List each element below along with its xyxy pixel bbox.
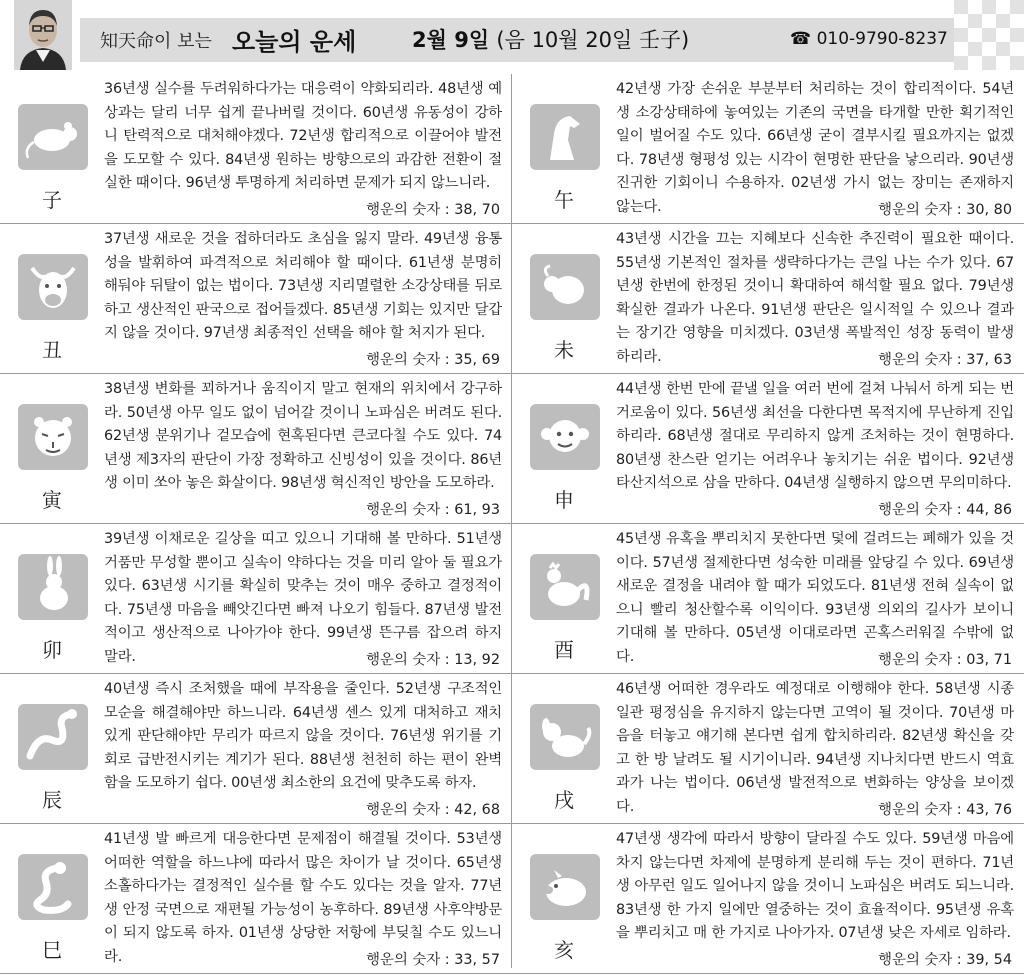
lucky-numbers: 행운의 숫자 : 43, 76 xyxy=(872,798,1012,819)
fortune-text: 40년생 즉시 조처했을 때에 부작용을 줄인다. 52년생 구조적인 모순을 해결해야만 하느니라. 64년생 센스 있게 대처하고 재치 있게 판단해야만 무리가 따르지 않을 것이다. 76년생 위기를 기회로 급반전시키는 계기가 된다. 88년생 천천히 하는 편이 완벽함을 도모하기 쉽다. 00년생 최소한의 요건에 맞추도록 하자. xyxy=(104,681,502,792)
lucky-numbers: 행운의 숫자 : 39, 54 xyxy=(872,948,1012,969)
zodiac-badge: 酉 xyxy=(526,532,602,667)
lucky-numbers: 행운의 숫자 : 42, 68 xyxy=(360,798,500,819)
fortune-text: 47년생 생각에 따라서 방향이 달라질 수도 있다. 59년생 마음에 차지 않는다면 차제에 분명하게 분리해 두는 것이 편하다. 71년생 아무런 일도 일어나지 않을 것이니 노파심은 버려도 되느니라. 83년생 한 가지 일에만 열중하는 것이 효율적이다. 95년생 유혹을 뿌리치고 매 한 가지로 나아가자. 07년생 낮은 자세로 임하라. xyxy=(616,831,1014,942)
horoscope-row xyxy=(512,824,1024,974)
horoscope-row xyxy=(0,674,512,824)
zodiac-badge: 丑 xyxy=(14,232,90,367)
lucky-numbers: 행운의 숫자 : 30, 80 xyxy=(872,198,1012,219)
zodiac-badge: 戌 xyxy=(526,682,602,817)
fortune-text: 37년생 새로운 것을 접하더라도 초심을 잃지 말라. 49년생 융통성을 발휘하여 파격적으로 처리해야 할 때이다. 61년생 분명히 해둬야 뒤탈이 없는 법이다. 73년생 지리멸렬한 소강상태를 뒤로하고 생산적인 판국으로 접어들겠다. 85년생 기회는 있지만 달갑지 않을 것이다. 97년생 최종적인 선택을 해야 할 처지가 된다. xyxy=(104,231,502,342)
page-title: 오늘의 운세 xyxy=(232,28,357,56)
rabbit-icon xyxy=(18,554,88,620)
fortune-text: 36년생 실수를 두려워하다가는 대응력이 약화되리라. 48년생 예상과는 달리 너무 쉽게 끝나버릴 것이다. 60년생 유동성이 강하니 탄력적으로 대처해야겠다. 72년생 합리적으로 이끌어야 발전을 도모할 수 있다. 84년생 원하는 방향으로의 과감한 전환이 절실한 때이다. 96년생 투명하게 처리하면 문제가 되지 않느니라. xyxy=(104,81,502,192)
horoscope-row xyxy=(512,524,1024,674)
horse-icon xyxy=(530,104,600,170)
lunar-date: (음 10월 20일 壬子) xyxy=(496,28,690,52)
decorative-checker-pattern xyxy=(954,0,1024,70)
fortune-text: 45년생 유혹을 뿌리치지 못한다면 덫에 걸려드는 폐해가 있을 것이다. 57년생 절제한다면 성숙한 미래를 앞당길 수 있다. 69년생 새로운 결정을 내려야 할 때가 되었도다. 81년생 전혀 실속이 없으니 빨리 청산할수록 이익이다. 93년생 의외의 길사가 보이니 기대해 볼 만하다. 05년생 이대로라면 곤혹스러워질 수밖에 없다. xyxy=(616,531,1014,665)
zodiac-badge: 亥 xyxy=(526,832,602,967)
fortune-text: 46년생 어떠한 경우라도 예정대로 이행해야 한다. 58년생 시종일관 평정심을 유지하지 않는다면 고역이 될 것이다. 70년생 마음을 터놓고 얘기해 본다면 쉽게 합치하리라. 82년생 확신을 갖고 한 방 날려도 될 시기이니라. 94년생 지나치다면 반드시 역효과가 나는 법이다. 06년생 발전적으로 변화하는 양상을 보이겠다. xyxy=(616,681,1014,815)
zodiac-badge: 辰 xyxy=(14,682,90,817)
horoscope-row xyxy=(0,224,512,374)
monkey-icon xyxy=(530,404,600,470)
lucky-numbers: 행운의 숫자 : 61, 93 xyxy=(360,498,500,519)
fortune-text: 43년생 시간을 끄는 지혜보다 신속한 추진력이 필요한 때이다. 55년생 기본적인 절차를 생략하다가는 큰일 나는 수가 있다. 67년생 한번에 한정된 것이니 확대하여 해석할 필요 없다. 79년생 확실한 결과가 나온다. 91년생 판단은 일시적일 수 있으나 결과는 장기간 영향을 미치겠다. 03년생 폭발적인 성장 동력이 발생하리라. xyxy=(616,231,1014,365)
phone-number: ☎ 010-9790-8237 xyxy=(790,29,948,49)
dragon-icon xyxy=(18,704,88,770)
lucky-numbers: 행운의 숫자 : 13, 92 xyxy=(360,648,500,669)
ox-icon xyxy=(18,254,88,320)
zodiac-badge: 寅 xyxy=(14,382,90,517)
horoscope-row xyxy=(512,74,1024,224)
right-column xyxy=(512,74,1024,974)
rooster-icon xyxy=(530,554,600,620)
lucky-numbers: 행운의 숫자 : 03, 71 xyxy=(872,648,1012,669)
header xyxy=(0,0,1024,70)
horoscope-row xyxy=(0,374,512,524)
rat-icon xyxy=(18,104,88,170)
zodiac-badge: 午 xyxy=(526,82,602,217)
horoscope-row xyxy=(0,824,512,974)
horoscope-row xyxy=(512,674,1024,824)
column-brand: 知天命이 보는 xyxy=(100,31,212,52)
tiger-icon xyxy=(18,404,88,470)
fortune-text: 42년생 가장 손쉬운 부분부터 처리하는 것이 합리적이다. 54년생 소강상태하에 놓여있는 기존의 국면을 타개할 만한 획기적인 일이 벌어질 수도 있다. 66년생 굳이 결부시킬 필요까지는 없겠다. 78년생 형평성 있는 시각이 현명한 판단을 낳으리라. 90년생 진귀한 기회이니 수용하자. 02년생 가시 없는 장미는 존재하지 않는다. xyxy=(616,81,1014,215)
fortune-text: 38년생 변화를 꾀하거나 움직이지 말고 현재의 위치에서 강구하라. 50년생 아무 일도 없이 넘어갈 것이니 노파심은 버려도 된다. 62년생 분위기나 겉모습에 현혹된다면 큰코다칠 수도 있다. 74년생 제3자의 판단이 가장 정확하고 신빙성이 있을 것이다. 86년생 이미 쏘아 놓은 화살이다. 98년생 혁신적인 방안을 도모하라. xyxy=(104,381,502,492)
zodiac-badge: 巳 xyxy=(14,832,90,967)
lucky-numbers: 행운의 숫자 : 44, 86 xyxy=(872,498,1012,519)
lucky-numbers: 행운의 숫자 : 37, 63 xyxy=(872,348,1012,369)
lucky-numbers: 행운의 숫자 : 35, 69 xyxy=(360,348,500,369)
snake-icon xyxy=(18,854,88,920)
date-line xyxy=(412,24,689,54)
dog-icon xyxy=(530,704,600,770)
left-column xyxy=(0,74,512,974)
zodiac-badge: 卯 xyxy=(14,532,90,667)
horoscope-row xyxy=(0,524,512,674)
zodiac-badge: 申 xyxy=(526,382,602,517)
horoscope-row xyxy=(0,74,512,224)
lucky-numbers: 행운의 숫자 : 38, 70 xyxy=(360,198,500,219)
pig-icon xyxy=(530,854,600,920)
lucky-numbers: 행운의 숫자 : 33, 57 xyxy=(360,948,500,969)
horoscope-row xyxy=(512,374,1024,524)
horoscope-row xyxy=(512,224,1024,374)
sheep-icon xyxy=(530,254,600,320)
author-photo xyxy=(14,0,72,70)
fortune-text: 41년생 발 빠르게 대응한다면 문제점이 해결될 것이다. 53년생 어떠한 역할을 하느냐에 따라서 많은 차이가 날 것이다. 65년생 소홀하다가는 결정적인 실수를 할 수도 있다는 것을 알자. 77년생 안정 국면으로 재편될 가능성이 농후하다. 89년생 사후약방문이 되지 않도록 하자. 01년생 상당한 저항에 부딪칠 수도 있느니라. xyxy=(104,831,502,965)
zodiac-badge: 子 xyxy=(14,82,90,217)
fortune-text: 39년생 이채로운 길상을 띠고 있으니 기대해 볼 만하다. 51년생 거품만 무성할 뿐이고 실속이 약하다는 것을 미리 알아 둘 필요가 있다. 63년생 시기를 확실히 맞추는 것이 매우 중하고 결정적이다. 75년생 마음을 빼앗긴다면 빠져 나오기 힘들다. 87년생 발전적이고 생산적으로 나아가야 한다. 99년생 뜬구름 잡으려 하지 말라. xyxy=(104,531,502,665)
solar-date: 2월 9일 xyxy=(412,28,490,52)
zodiac-badge: 未 xyxy=(526,232,602,367)
fortune-text: 44년생 한번 만에 끝낼 일을 여러 번에 걸쳐 나눠서 하게 되는 번거로움이 있다. 56년생 최선을 다한다면 목적지에 무난하게 진입하리라. 68년생 절대로 무리하지 않게 조처하는 것이 현명하다. 80년생 찬스란 얻기는 어려우나 놓치기는 쉬운 법이다. 92년생 타산지석으로 삼을 만하다. 04년생 실행하지 않으면 무의미하다. xyxy=(616,381,1014,492)
